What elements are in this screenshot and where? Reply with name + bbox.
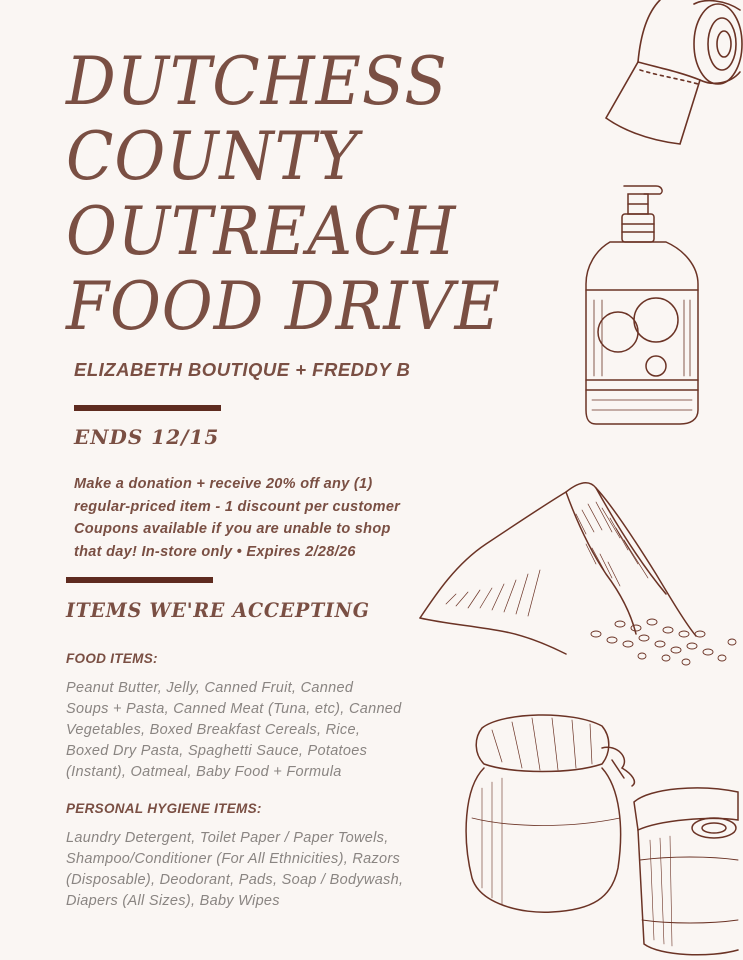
list-line: Vegetables, Boxed Breakfast Cereals, Rice, <box>66 722 361 738</box>
list-line: Laundry Detergent, Toilet Paper / Paper Towels, <box>66 830 389 846</box>
promo-line: Make a donation + receive 20% off any (1) <box>74 476 373 492</box>
promo-line: that day! In-store only • Expires 2/28/26 <box>74 543 356 560</box>
accepting-heading: ITEMS WE'RE ACCEPTING <box>66 598 370 622</box>
list-line: Diapers (All Sizes), Baby Wipes <box>66 893 280 909</box>
hygiene-items-heading: PERSONAL HYGIENE ITEMS: <box>66 801 262 816</box>
title-line-1: DUTCHESS <box>66 43 448 120</box>
divider-rule-bottom <box>66 577 213 583</box>
list-line: Soups + Pasta, Canned Meat (Tuna, etc), Canned <box>66 701 402 717</box>
hygiene-items-list <box>66 828 403 912</box>
list-line: (Instant), Oatmeal, Baby Food + Formula <box>66 764 342 780</box>
toilet-paper-roll-icon <box>600 0 743 150</box>
list-line: Shampoo/Conditioner (For All Ethnicities), Razors <box>66 851 401 867</box>
end-date: ENDS 12/15 <box>74 425 220 449</box>
title-line-2: COUNTY <box>66 118 359 195</box>
grain-sack-icon <box>416 474 742 670</box>
list-line: Peanut Butter, Jelly, Canned Fruit, Canned <box>66 680 354 696</box>
soap-dispenser-icon <box>584 180 704 430</box>
poster-title <box>66 44 501 344</box>
sponsor-subtitle: ELIZABETH BOUTIQUE + FREDDY B <box>74 359 411 380</box>
title-line-3: OUTREACH <box>66 193 457 270</box>
promo-line: Coupons available if you are unable to shop <box>74 521 391 537</box>
food-items-list <box>66 678 402 783</box>
list-line: (Disposable), Deodorant, Pads, Soap / Bodywash, <box>66 872 404 888</box>
promo-line: regular-priced item - 1 discount per customer <box>74 498 401 515</box>
list-line: Boxed Dry Pasta, Spaghetti Sauce, Potatoes <box>66 743 368 759</box>
food-items-heading: FOOD ITEMS: <box>66 651 158 666</box>
divider-rule-top <box>74 405 221 411</box>
title-line-4: FOOD DRIVE <box>66 268 501 345</box>
jar-icon <box>462 708 642 918</box>
tin-can-icon <box>630 780 743 960</box>
